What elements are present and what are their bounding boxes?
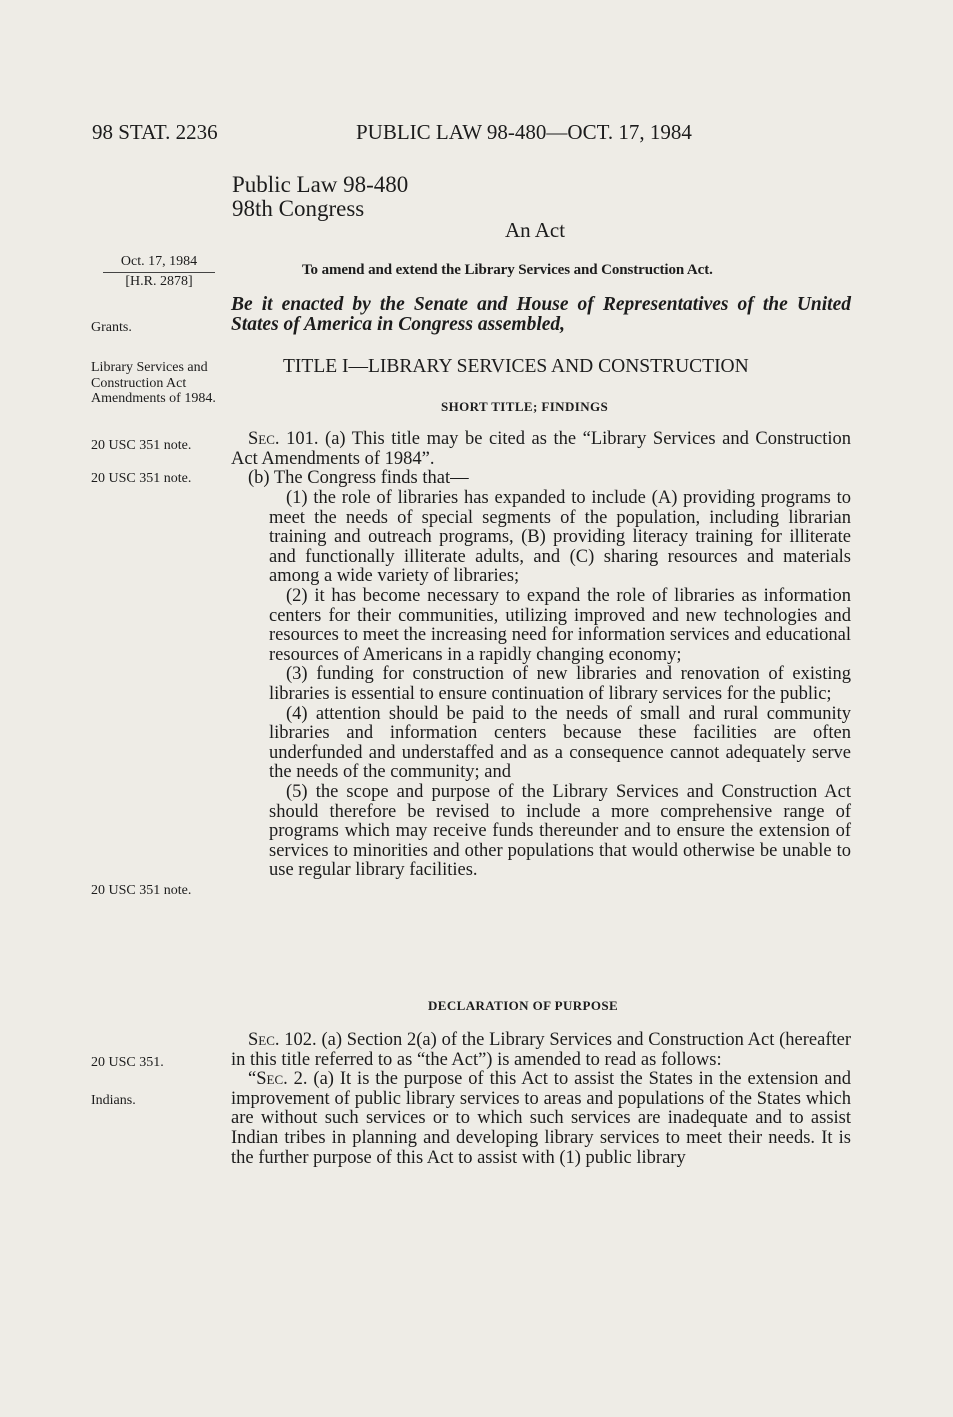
finding-item: (4) attention should be paid to the needs of small and rural community libraries and information centers because these facilities are often underfunded and understaffed and as a consequence cannot adequately serve the needs of the community; and xyxy=(269,703,851,783)
margin-bill-number: [H.R. 2878] xyxy=(125,274,193,289)
section-102-a-text: 102. (a) Section 2(a) of the Library Services and Construction Act (hereafter in this title referred to as “the Act”) is amended to read as follows: xyxy=(231,1030,851,1070)
section-label: Sec. xyxy=(248,429,280,449)
section-101-a xyxy=(231,430,851,489)
act-purpose-line: To amend and extend the Library Services and Construction Act. xyxy=(302,262,713,278)
page-running-head: PUBLIC LAW 98-480—OCT. 17, 1984 xyxy=(356,120,692,144)
findings-list xyxy=(269,489,851,881)
congress-number: 98th Congress xyxy=(232,196,365,221)
margin-note-usc-2: 20 USC 351 note. xyxy=(91,471,192,486)
finding-item: (5) the scope and purpose of the Library Services and Construction Act should therefore be revised to include a more comprehensive range of programs which may receive funds thereunder and to ensure the extension of services to minorities and other populations that would otherwise be unable to use regular library facilities. xyxy=(269,781,851,881)
margin-note-indians: Indians. xyxy=(91,1093,136,1108)
finding-item: (1) the role of libraries has expanded to include (A) providing programs to meet the needs of special segments of the population, including librarian training and outreach programs, (B) providing literacy training for illiterate and functionally illiterate adults, and (C) sharing resources and materials among a wide variety of libraries; xyxy=(269,488,851,587)
enacting-clause: Be it enacted by the Senate and House of Representatives of the United States of America in Congress assembled, xyxy=(231,294,851,335)
section-101-a-text: 101. (a) This title may be cited as the “Library Services and Construction Act Amendments of 1984”. xyxy=(231,429,851,469)
finding-item: (3) funding for construction of new libraries and renovation of existing libraries is essential to ensure continuation of library services for the public; xyxy=(269,664,851,704)
an-act-heading: An Act xyxy=(505,218,566,242)
margin-note-usc-1: 20 USC 351 note. xyxy=(91,438,192,453)
finding-item: (2) it has become necessary to expand the role of libraries as information centers for their communities, utilizing improved and new technologies and resources to meet the increasing need for information services and educational resources of Americans in a rapidly changing economy; xyxy=(269,585,851,665)
section-102-body xyxy=(231,1031,851,1168)
title-i-heading: TITLE I—LIBRARY SERVICES AND CONSTRUCTION xyxy=(283,356,749,377)
page-stat-citation: 98 STAT. 2236 xyxy=(92,120,218,144)
margin-note-grants: Grants. xyxy=(91,320,132,335)
public-law-number: Public Law 98-480 xyxy=(232,172,409,197)
section-101-heading: SHORT TITLE; FINDINGS xyxy=(441,399,609,414)
section-label: Sec. xyxy=(248,1030,280,1050)
margin-note-short-title: Library Services and Construction Act Amendments of 1984. xyxy=(91,360,216,406)
margin-note-usc-351: 20 USC 351. xyxy=(91,1055,164,1070)
margin-note-usc-3: 20 USC 351 note. xyxy=(91,883,192,898)
section-101-b: (b) The Congress finds that— xyxy=(248,468,469,489)
quoted-section-label: Sec. xyxy=(256,1069,288,1090)
section-102-heading: DECLARATION OF PURPOSE xyxy=(428,998,619,1013)
quote-open-mark: “ xyxy=(248,1069,257,1090)
quoted-section-2-text: 2. (a) It is the purpose of this Act to assist the States in the extension and improvement of public library services to areas and populations of the States which are without such services or to which such services are inadequate and to assist Indian tribes in planning and developing library services to meet their needs. It is the further purpose of this Act to assist with (1) public library xyxy=(231,1069,851,1168)
margin-enactment-date: Oct. 17, 1984 xyxy=(103,254,215,273)
